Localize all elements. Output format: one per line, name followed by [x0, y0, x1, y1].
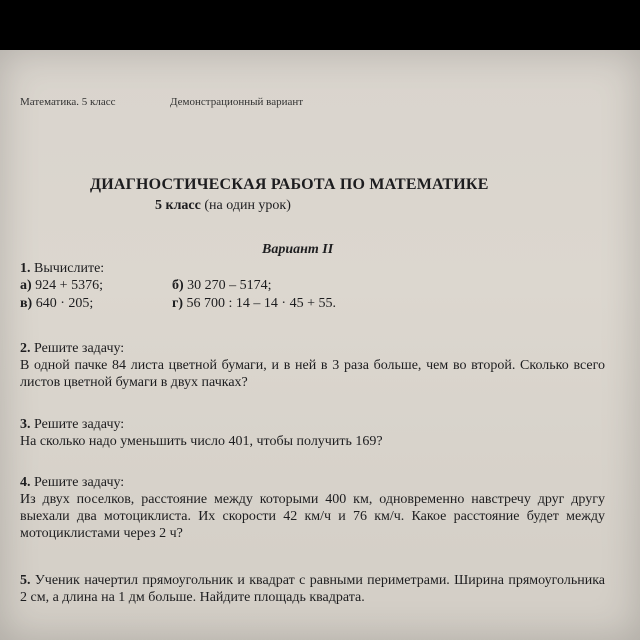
- task-1: [20, 260, 605, 312]
- document-subtitle: [155, 198, 291, 214]
- header-variant-type: Демонстрационный вариант: [170, 96, 304, 108]
- task-4: [20, 474, 605, 542]
- task-2: [20, 340, 605, 391]
- task-4-heading: [20, 474, 605, 491]
- task-4-number: 4.: [20, 475, 31, 490]
- variant-heading: Вариант II: [262, 242, 334, 257]
- task-2-instruction: Решите задачу:: [34, 341, 125, 356]
- task-1-items: [20, 277, 605, 312]
- task-2-number: 2.: [20, 341, 31, 356]
- task-1-item-a: [20, 277, 172, 294]
- item-expression: 640 · 205;: [35, 296, 94, 311]
- task-1-item-g: [172, 295, 472, 312]
- task-1-item-b: [172, 277, 472, 294]
- grade-label: 5 класс: [155, 198, 201, 213]
- task-2-text: В одной пачке 84 листа цветной бумаги, и в ней в 3 раза больше, чем во второй. Сколько всего листов цветной бумаги в двух пачках?: [20, 358, 605, 390]
- task-1-instruction: Вычислите:: [34, 261, 105, 276]
- task-5-number: 5.: [20, 573, 31, 588]
- task-3-text: На сколько надо уменьшить число 401, чтобы получить 169?: [20, 434, 383, 449]
- task-5: [20, 572, 605, 606]
- task-3-number: 3.: [20, 417, 31, 432]
- task-4-text: Из двух поселков, расстояние между которыми 400 км, одновременно навстречу друг другу выехали два мотоциклиста. Их скорости 42 км/ч и 76 км/ч. Какое расстояние будет между мотоциклистами через 2 ч?: [20, 492, 605, 541]
- task-1-number: 1.: [20, 261, 31, 276]
- task-5-text: Ученик начертил прямоугольник и квадрат с равными периметрами. Ширина прямоугольника 2 см, а длина на 1 дм больше. Найдите площадь квадрата.: [20, 573, 605, 605]
- item-label: б): [172, 278, 184, 293]
- task-3-heading: [20, 416, 605, 433]
- task-2-heading: [20, 340, 605, 357]
- item-label: в): [20, 296, 33, 311]
- task-5-body: [20, 572, 605, 606]
- item-expression: 924 + 5376;: [35, 278, 103, 293]
- header-subject: Математика. 5 класс: [20, 96, 116, 108]
- item-expression: 56 700 : 14 – 14 · 45 + 55.: [186, 296, 336, 311]
- document-title: ДИАГНОСТИЧЕСКАЯ РАБОТА ПО МАТЕМАТИКЕ: [90, 176, 489, 193]
- item-label: а): [20, 278, 32, 293]
- item-label: г): [172, 296, 184, 311]
- task-1-item-v: [20, 295, 172, 312]
- document-page: [0, 50, 640, 640]
- duration-note: (на один урок): [204, 198, 291, 213]
- task-3: [20, 416, 605, 450]
- task-1-heading: [20, 260, 605, 277]
- item-expression: 30 270 – 5174;: [187, 278, 272, 293]
- task-3-instruction: Решите задачу:: [34, 417, 125, 432]
- task-4-instruction: Решите задачу:: [34, 475, 125, 490]
